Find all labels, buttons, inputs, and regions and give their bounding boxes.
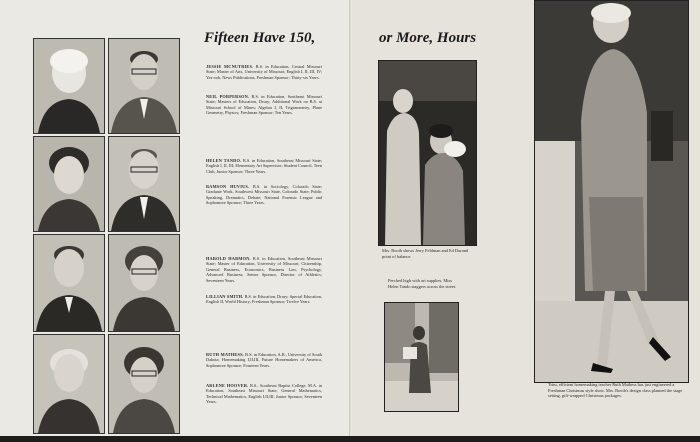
portrait-photo <box>33 38 105 134</box>
portrait-image <box>109 235 179 331</box>
teacher-name: ARLENE HOOVER. <box>206 383 249 388</box>
headline-right: or More, Hours <box>379 30 477 46</box>
bottom-edge <box>0 436 700 442</box>
portrait-photo <box>108 136 180 232</box>
portrait-image <box>109 39 179 133</box>
photo-caption: Trim, efficient homemaking teacher Ruth Mathess has just engineered a Freshman Christmas style show. Mrs. Booth's design class planned the stage setting, gift-wrapped Christmas packages. <box>548 382 683 399</box>
portrait-image <box>109 335 179 433</box>
portrait-image <box>109 137 179 231</box>
portrait-image <box>34 235 104 331</box>
photo-caption: Perched high with art supplies, Miss Helen Tando staggers across the street. <box>388 278 457 289</box>
teacher-bio <box>206 294 322 305</box>
teacher-name: RAMSON HUVIUS. <box>206 184 250 189</box>
teacher-name: HAROLD HARMON. <box>206 256 251 261</box>
teacher-credentials: B.S., Southeast Baptist College; M.A. in Education, Southeast Missouri State; General Mathematics, Technical Mathematics, English I,II,III, Junior Sponsor; Seventeen Years. <box>206 383 322 405</box>
teacher-name: LILLIAN SMITH. <box>206 294 244 299</box>
street-photo-image <box>385 303 458 411</box>
teacher-name: NEIL PORPERSON. <box>206 94 250 99</box>
classroom-photo-image <box>379 61 476 245</box>
teacher-credentials: B.S. in Sociology, Colorado State; Graduate Work, Southwest Missouri State, Colorado State; Public Speaking, Dramatics, Debate; National Forensic League and Sophomore Sponsor; Three Years. <box>206 184 322 206</box>
teacher-name: HELEN TANDO. <box>206 158 242 163</box>
teacher-bio <box>206 94 322 116</box>
street-photo <box>384 302 459 412</box>
teacher-credentials: B.S. in Education, Drury; Special Education, English II, World History; Freshman Sponsor; Twelve Years. <box>206 294 322 305</box>
teacher-name: RUTH MATHESS. <box>206 352 244 357</box>
teacher-bio <box>206 184 322 206</box>
headline-left: Fifteen Have 150, <box>204 30 316 46</box>
portrait-photo <box>33 136 105 232</box>
teacher-credentials: B.S. in Education, A.B., University of South Dakota; Homemaking I,II,III, Future Homemakers of America, Sophomore Sponsor; Fourteen Years. <box>206 352 323 368</box>
teacher-walking-image <box>535 1 688 382</box>
teacher-bio <box>206 256 322 283</box>
portrait-photo <box>33 334 105 434</box>
portrait-photo <box>33 234 105 332</box>
portrait-image <box>34 335 104 433</box>
teacher-credentials: B.S. in Education, Southeast Missouri State; English I, II, III; Elementary Art Supervisor; Student Council, Teen Club, Junior Sponsor; Three Years. <box>206 158 323 174</box>
portrait-image <box>34 137 104 231</box>
classroom-photo <box>378 60 477 246</box>
portrait-photo <box>108 38 180 134</box>
teacher-credentials: B.S. in Education, Southeast Missouri State; Master of Education, University of Missouri; Citizenship, General Business, Economics, Business Law, Psychology, Advanced Business; Senior Sponsor, Director of Athletics; Seventeen Years. <box>206 256 322 283</box>
teacher-name: JESSIE MCNUTRIES. <box>206 64 254 69</box>
photo-caption: Mrs. Booth shows Jerry Feldman and Ed Durand point of balance. <box>382 248 469 259</box>
teacher-bio <box>206 158 322 174</box>
portrait-photo <box>108 334 180 434</box>
teacher-bio <box>206 352 322 368</box>
teacher-bio <box>206 383 322 405</box>
teacher-credentials: B.S. in Education, Central Missouri State; Master of Arts, University of Missouri; English I, II, III, IV; Yes-ook, News Publications, Freshman Sponsor; Thirty-six Years. <box>206 64 322 80</box>
portrait-photo <box>108 234 180 332</box>
teacher-bio <box>206 64 322 80</box>
teacher-walking-photo <box>534 0 689 383</box>
teacher-credentials: B.S. in Education, Southeast Missouri State; Masters of Education, Drury; Additional Work on B.S. at Missouri School of Mines; Algebra I, II, Trigonometry, Plane Geometry, Physics; Freshman Sponsor; Ten Years. <box>206 94 323 116</box>
portrait-image <box>34 39 104 133</box>
